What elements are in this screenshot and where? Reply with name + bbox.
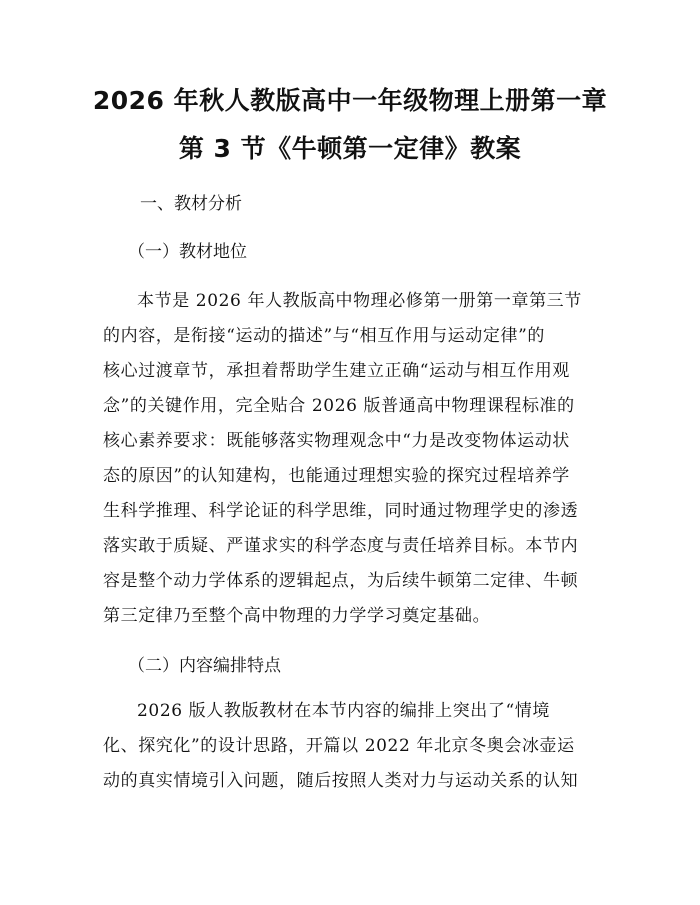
paragraph-line: 2026 版人教版教材在本节内容的编排上突出了“情境	[137, 701, 550, 721]
paragraph-line: 态的原因”的认知建构，也能通过理想实验的探究过程培养学	[103, 466, 570, 486]
paragraph-line: 核心素养要求：既能够落实物理观念中“力是改变物体运动状	[103, 431, 570, 451]
paragraph-line: 念”的关键作用，完全贴合 2026 版普通高中物理课程标准的	[103, 396, 575, 416]
subsection-heading-content-layout: （二）内容编排特点	[128, 656, 281, 676]
paragraph-line: 第三定律乃至整个高中物理的力学学习奠定基础。	[103, 606, 491, 626]
paragraph-line: 核心过渡章节，承担着帮助学生建立正确“运动与相互作用观	[103, 361, 570, 381]
section-heading-textbook-analysis: 一、教材分析	[140, 194, 242, 214]
paragraph-textbook-status	[103, 284, 600, 634]
paragraph-content-layout	[103, 694, 600, 799]
document-title-line-2: 第 3 节《牛顿第一定律》教案	[178, 134, 522, 163]
subsection-heading-textbook-status: （一）教材地位	[128, 242, 247, 262]
paragraph-line: 容是整个动力学体系的逻辑起点，为后续牛顿第二定律、牛顿	[103, 571, 579, 591]
paragraph-line: 生科学推理、科学论证的科学思维，同时通过物理学史的渗透	[103, 501, 579, 521]
paragraph-line: 本节是 2026 年人教版高中物理必修第一册第一章第三节	[137, 291, 582, 311]
document-title-line-1: 2026 年秋人教版高中一年级物理上册第一章	[92, 86, 608, 115]
paragraph-line: 的内容，是衔接“运动的描述”与“相互作用与运动定律”的	[103, 326, 545, 346]
paragraph-line: 落实敢于质疑、严谨求实的科学态度与责任培养目标。本节内	[103, 536, 579, 556]
paragraph-line: 化、探究化”的设计思路，开篇以 2022 年北京冬奥会冰壶运	[103, 736, 575, 756]
paragraph-line: 动的真实情境引入问题，随后按照人类对力与运动关系的认知	[103, 771, 579, 791]
